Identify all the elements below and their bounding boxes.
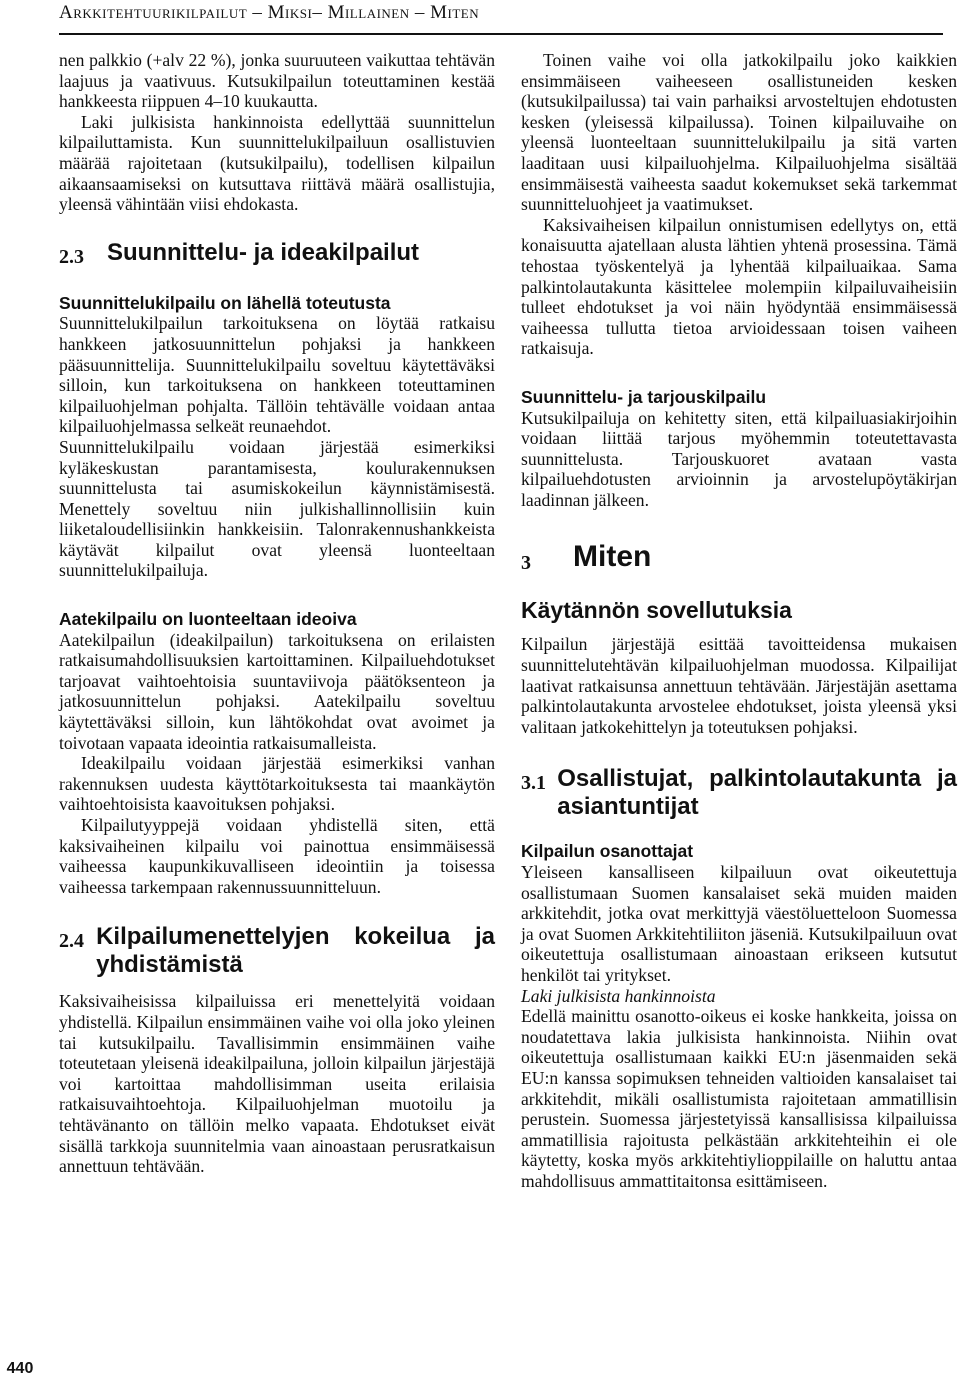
section-title: Miten — [573, 540, 652, 574]
subheading: Suunnittelukilpailu on lähellä toteutusta — [59, 292, 391, 313]
section-heading-3 — [521, 540, 957, 580]
page-number: 440 — [6, 1360, 34, 1377]
section-number: 3.1 — [521, 772, 546, 795]
paragraph: Toinen vaihe voi olla jatkokilpailu joko kaikkien ensimmäiseen vaiheeseen osallistuneiden kesken (kutsukilpailussa) tai vain parhaiksi arvosteltujen ehdotusten kesken (yleisessä kilpailussa). Toinen kilpailuvaihe on yleensä luonteeltaan suunnittelukilpailu ja sitä varten laaditaan uusi kilpailuohjelma. Kilpailuohjelma sisältää ensimmäisestä vaiheesta saadut kokemukset sekä tarkemmat suunnitteluohjeet ja vaatimukset. — [521, 50, 957, 215]
paragraph: Yleiseen kansalliseen kilpailuun ovat oikeutettuja osallistumaan Suomen kansalaiset sekä muiden maiden arkkitehdit, jotka ovat merkittyjä väestöluetteloon Suomessa ja ovat Suomen Arkkitehtiliiton jäseniä. Kutsukilpailuun ovat oikeutettuja osallistumaan ainoastaan erikseen kutsutut henkilöt tai yritykset. — [521, 862, 957, 985]
subheading: Aatekilpailu on luonteeltaan ideoiva — [59, 609, 357, 630]
subheading-large: Käytännön sovellutuksia — [521, 597, 792, 624]
section-heading-2-3 — [59, 239, 495, 271]
paragraph: Laki julkisista hankinnoista edellyttää suunnittelun kilpailuttamista. Kun suunnittelukilpailuun osallistuvien määrää rajoitetaan (kutsukilpailu), todellisen kilpailun aikaansaamiseksi on kutsuttava riittävä määrä osallistujia, yleensä vähintään viisi ehdokasta. — [59, 111, 495, 215]
subheading: Kilpailun osanottajat — [521, 841, 694, 862]
paragraph: Ideakilpailu voidaan järjestää esimerkiksi vanhan rakennuksen uudesta käyttötarkoituksesta tai maankäytön vaihtoehtoisista kaavoituksen pohjaksi. — [59, 753, 495, 815]
italic-subheading: Laki julkisista hankinnoista — [521, 985, 716, 1006]
paragraph: Kilpailutyyppejä voidaan yhdistellä siten, että kaksivaiheinen kilpailu voi painottua ensimmäisessä vaiheessa kaupunkikuvalliseen ideointiin ja toisessa vaiheessa tarkempaan rakennussuunnitteluun. — [59, 815, 495, 897]
paragraph: Suunnittelukilpailu voidaan järjestää esimerkiksi kyläkeskustan parantamisesta, koulurakennuksen suunnittelusta tai asumiskokeilun käynnistämisestä. Menettely soveltuu niin julkishallinnollisiin kuin liiketaloudellisiinkin hankkeisiin. Talonrakennushankkeista käytävät kilpailut ovat yleensä luonteeltaan suunnittelukilpailuja. — [59, 436, 495, 581]
left-column — [59, 50, 495, 1177]
section-title: Kilpailumenettelyjen kokeilua ja yhdistämistä — [96, 923, 495, 979]
section-number: 3 — [521, 552, 531, 575]
paragraph: Suunnittelukilpailun tarkoituksena on löytää ratkaisu hankkeen jatkosuunnittelun pohjaksi ja hankkeen pääsuunnittelija. Suunnittelukilpailu soveltuu käytettäväksi silloin, kun tarkoituksena on hankkeen toteuttaminen kilpailuohjelman pohjalta. Tällöin tehtävälle voidaan antaa kilpailuohjelmassa selkeät reunaehdot. — [59, 313, 495, 437]
section-title: Suunnittelu- ja ideakilpailut — [107, 238, 420, 266]
section-heading-2-4 — [59, 923, 495, 979]
section-title: Osallistujat, palkintolautakunta ja asiantuntijat — [557, 765, 957, 821]
section-number: 2.4 — [59, 930, 84, 953]
paragraph: Edellä mainittu osanotto-oikeus ei koske hankkeita, joissa on noudatettava lakia julkisista hankinnoista. Niihin ovat oikeutettuja osallistumaan kaikki EU:n jäsenmaiden sekä EU:n kanssa sopimuksen tehneiden valtioiden kansalaiset tai arkkitehdit, mikäli osallistumista rajoitetaan ammatillisin perustein. Suomessa järjestetyissä kansallisissa kilpailuissa ammatillisia rajoitusta pelkästään arkkitehteihin ei ole käytetty, koska myös arkkitehtiylioppilaille on haluttu antaa mahdollisuus ammattitaitonsa esittämiseen. — [521, 1006, 957, 1191]
subheading: Suunnittelu- ja tarjouskilpailu — [521, 386, 767, 407]
paragraph: Kilpailun järjestäjä esittää tavoitteidensa mukaisen suunnittelutehtävän kilpailuohjelman muodossa. Kilpailijat laativat ratkaisunsa annettuun tehtävään. Järjestäjän asettama palkintolautakunta arvostelee ehdotukset, joista yleensä yksi valitaan jatkokehittelyn ja toteutuksen pohjaksi. — [521, 634, 957, 737]
running-header: Arkkitehtuurikilpailut – Miksi– Millainen – Miten — [59, 2, 480, 23]
paragraph: Kaksivaiheisissa kilpailuissa eri menettelyitä voidaan yhdistellä. Kilpailun ensimmäinen vaihe voi olla joko yleinen tai kutsukilpailu. Tavallisimmin ensimmäinen vaihe toteutetaan yleisenä ideakilpailuna, jolloin kilpailun järjestäjä voi kartoittaa mahdollisimman useita erilaisia ratkaisuvaihtoehtoja. Kilpailuohjelman muotoilu ja tehtävänanto on tällöin melko vapaata. Ehdotukset eivät sisällä tarkkoja suunnitelmia vaan ainoastaan perusratkaisun annettuun tehtävään. — [59, 991, 495, 1177]
header-rule — [59, 33, 943, 35]
section-number: 2.3 — [59, 245, 84, 268]
paragraph: Kaksivaiheisen kilpailun onnistumisen edellytys on, että konaisuutta ajatellaan alusta lähtien yhtenä prosessina. Tämä tehostaa työskentelyä ja lyhentää kilpailuaikaa. Sama palkintolautakunta käsittelee molempiin kilpailuvaiheisiin tulleet ehdotukset ja voi näin hyödyntää ensimmäisessä vaiheessa tullutta tietoa arvioidessaan toisen vaiheen ratkaisuja. — [521, 214, 957, 359]
paragraph: Kutsukilpailuja on kehitetty siten, että kilpailuasiakirjoihin voidaan liittää tarjous myöhemmin toteutettavasta suunnittelusta. Tarjouskuoret avataan vasta kilpailuehdotusten arvioinnin ja arvostelupöytäkirjan laadinnan jälkeen. — [521, 407, 957, 510]
right-column — [521, 50, 957, 1192]
section-heading-3-1 — [521, 765, 957, 821]
paragraph: nen palkkio (+alv 22 %), jonka suuruuteen vaikuttaa tehtävän laajuus ja vaativuus. Kutsukilpailun toteuttaminen kestää hankkeesta riippuen 4–10 kuukautta. — [59, 50, 495, 112]
paragraph: Aatekilpailun (ideakilpailun) tarkoituksena on erilaisten ratkaisumahdollisuuksien kartoittaminen. Kilpailuehdotukset tarjoavat vaihtoehtoisia suuntaviivoja päätöksenteon ja jatkosuunnittelun pohjaksi. Aatekilpailu soveltuu käytettäväksi silloin, kun lähtökohdat ovat avoimet ja toivotaan vapaata ideointia ratkaisumalleista. — [59, 629, 495, 753]
